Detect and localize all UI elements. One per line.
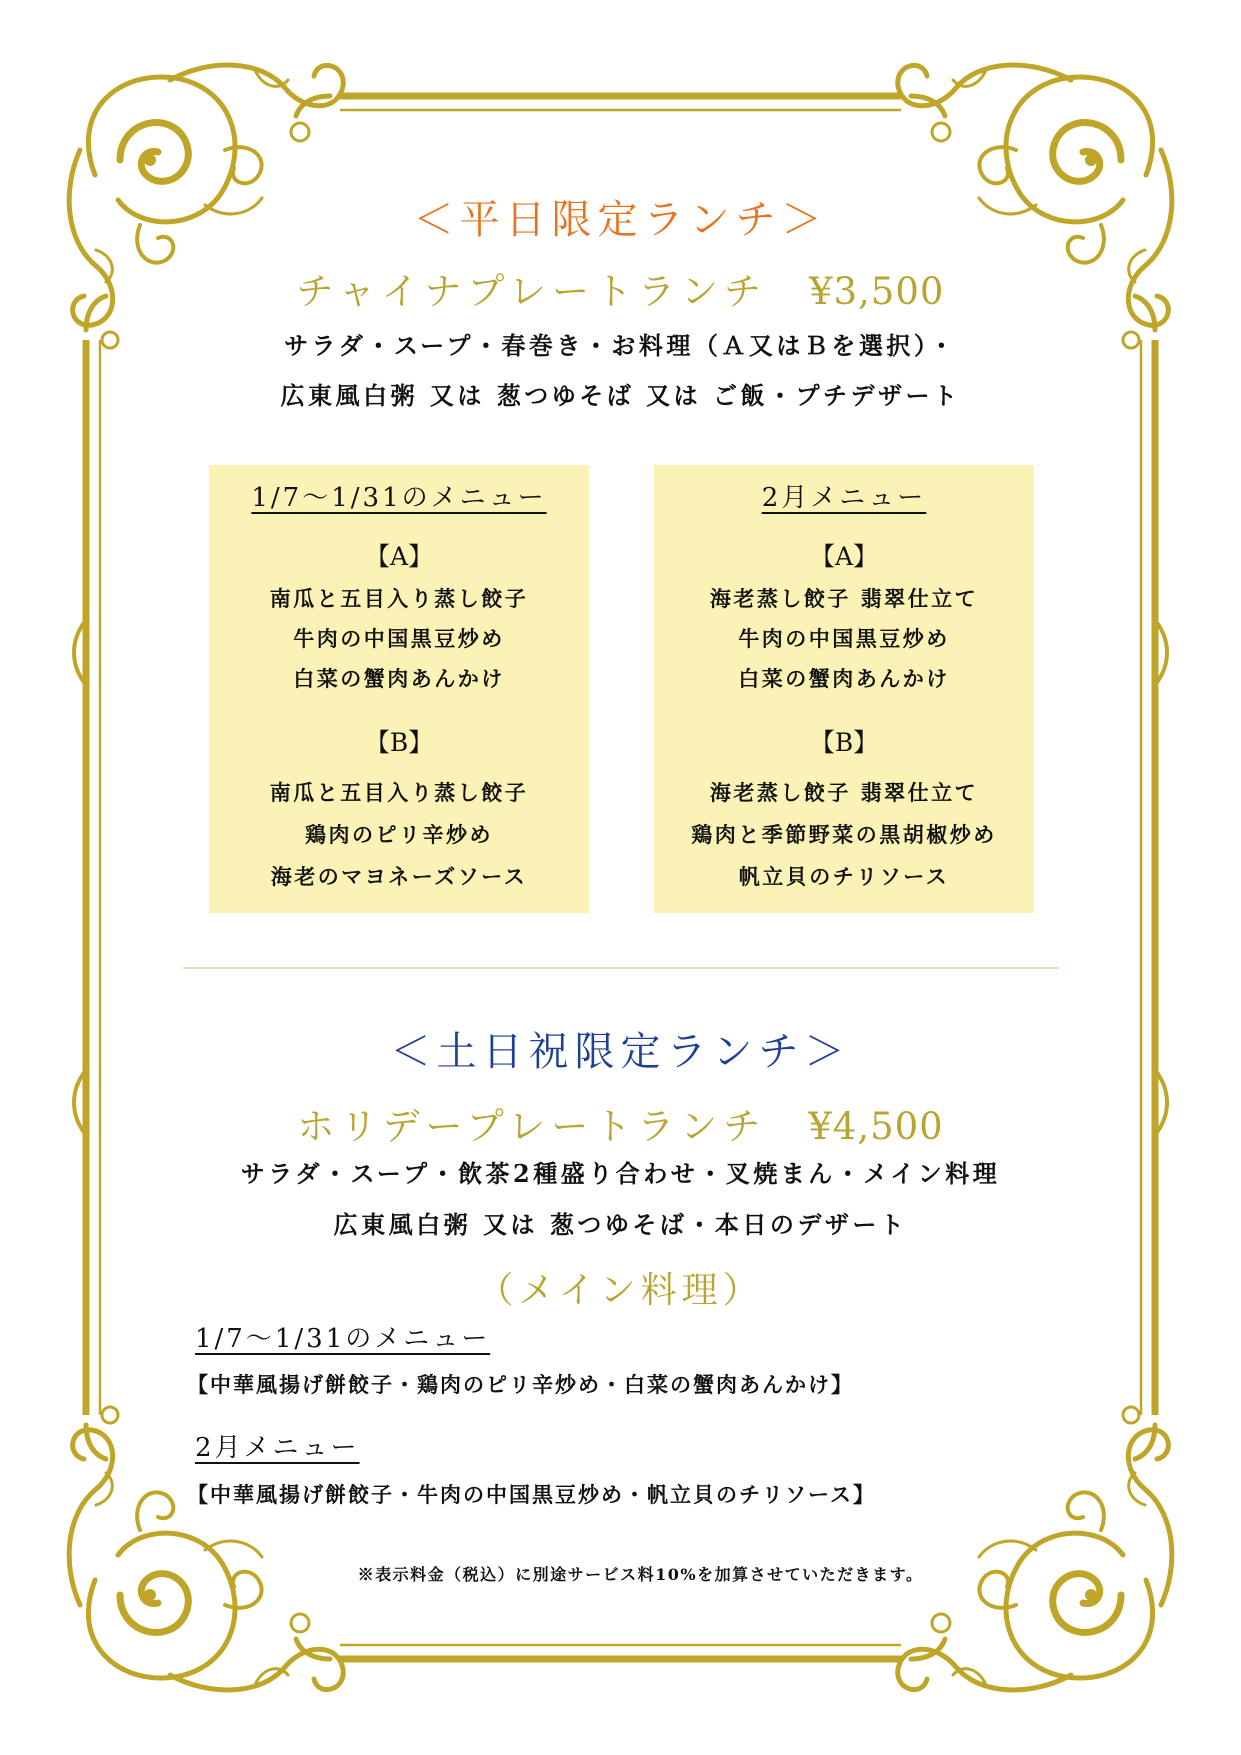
period-items-january: 【中華風揚げ餅餃子・鶏肉のピリ辛炒め・白菜の蟹肉あんかけ】 bbox=[187, 1372, 854, 1397]
menu-item: 白菜の蟹肉あんかけ bbox=[738, 666, 950, 691]
menu-item: 牛肉の中国黒豆炒め bbox=[293, 626, 505, 651]
weekday-plate-heading bbox=[0, 261, 1241, 315]
menu-box-february bbox=[654, 465, 1034, 913]
holiday-description-line-1: サラダ・スープ・飲茶2種盛り合わせ・叉焼まん・メイン料理 bbox=[240, 1159, 1001, 1188]
section-divider bbox=[183, 967, 1059, 969]
menu-item: 白菜の蟹肉あんかけ bbox=[293, 666, 505, 691]
weekday-plate-price: ¥3,500 bbox=[808, 270, 945, 313]
menu-item: 海老のマヨネーズソース bbox=[270, 864, 528, 889]
period-heading-february: 2月メニュー bbox=[195, 1433, 360, 1463]
menu-item: 南瓜と五目入り蒸し餃子 bbox=[269, 586, 529, 611]
menu-item: 海老蒸し餃子 翡翠仕立て bbox=[709, 586, 979, 611]
holiday-plate-name: ホリデープレートランチ bbox=[297, 1105, 767, 1148]
menu-item: 海老蒸し餃子 翡翠仕立て bbox=[709, 780, 979, 805]
menu-item: 南瓜と五目入り蒸し餃子 bbox=[269, 780, 529, 805]
service-charge-note: ※表示料金（税込）に別途サービス料10%を加算させていただきます。 bbox=[357, 1565, 924, 1584]
period-heading-january: 1/7～1/31のメニュー bbox=[195, 1324, 491, 1354]
weekday-description-line-2: 広東風白粥 又は 葱つゆそば 又は ご飯・プチデザート bbox=[280, 381, 961, 410]
menu-item: 帆立貝のチリソース bbox=[738, 864, 950, 889]
holiday-description-line-2: 広東風白粥 又は 葱つゆそば・本日のデザート bbox=[333, 1210, 908, 1239]
group-b-label: 【B】 bbox=[809, 728, 879, 757]
holiday-plate-price: ¥4,500 bbox=[808, 1105, 944, 1148]
group-a-label: 【A】 bbox=[364, 542, 434, 571]
group-b-label: 【B】 bbox=[364, 728, 434, 757]
holiday-plate-heading bbox=[0, 1096, 1241, 1150]
weekday-description-line-1: サラダ・スープ・春巻き・お料理（Ａ又はＢを選択）・ bbox=[284, 331, 957, 360]
weekday-section-title: ＜平日限定ランチ＞ bbox=[413, 197, 828, 243]
group-a-label: 【A】 bbox=[809, 542, 879, 571]
menu-box-heading: 2月メニュー bbox=[761, 483, 927, 513]
period-items-february: 【中華風揚げ餅餃子・牛肉の中国黒豆炒め・帆立貝のチリソース】 bbox=[187, 1482, 876, 1507]
menu-item: 牛肉の中国黒豆炒め bbox=[738, 626, 950, 651]
holiday-section-title: ＜土日祝限定ランチ＞ bbox=[390, 1029, 851, 1075]
menu-box-january bbox=[209, 465, 589, 913]
main-dish-heading: （メイン料理） bbox=[477, 1270, 764, 1311]
weekday-plate-name: チャイナプレートランチ bbox=[296, 270, 767, 313]
menu-box-heading: 1/7～1/31のメニュー bbox=[251, 483, 547, 513]
menu-item: 鶏肉のピリ辛炒め bbox=[305, 822, 493, 847]
menu-item: 鶏肉と季節野菜の黒胡椒炒め bbox=[691, 822, 997, 847]
